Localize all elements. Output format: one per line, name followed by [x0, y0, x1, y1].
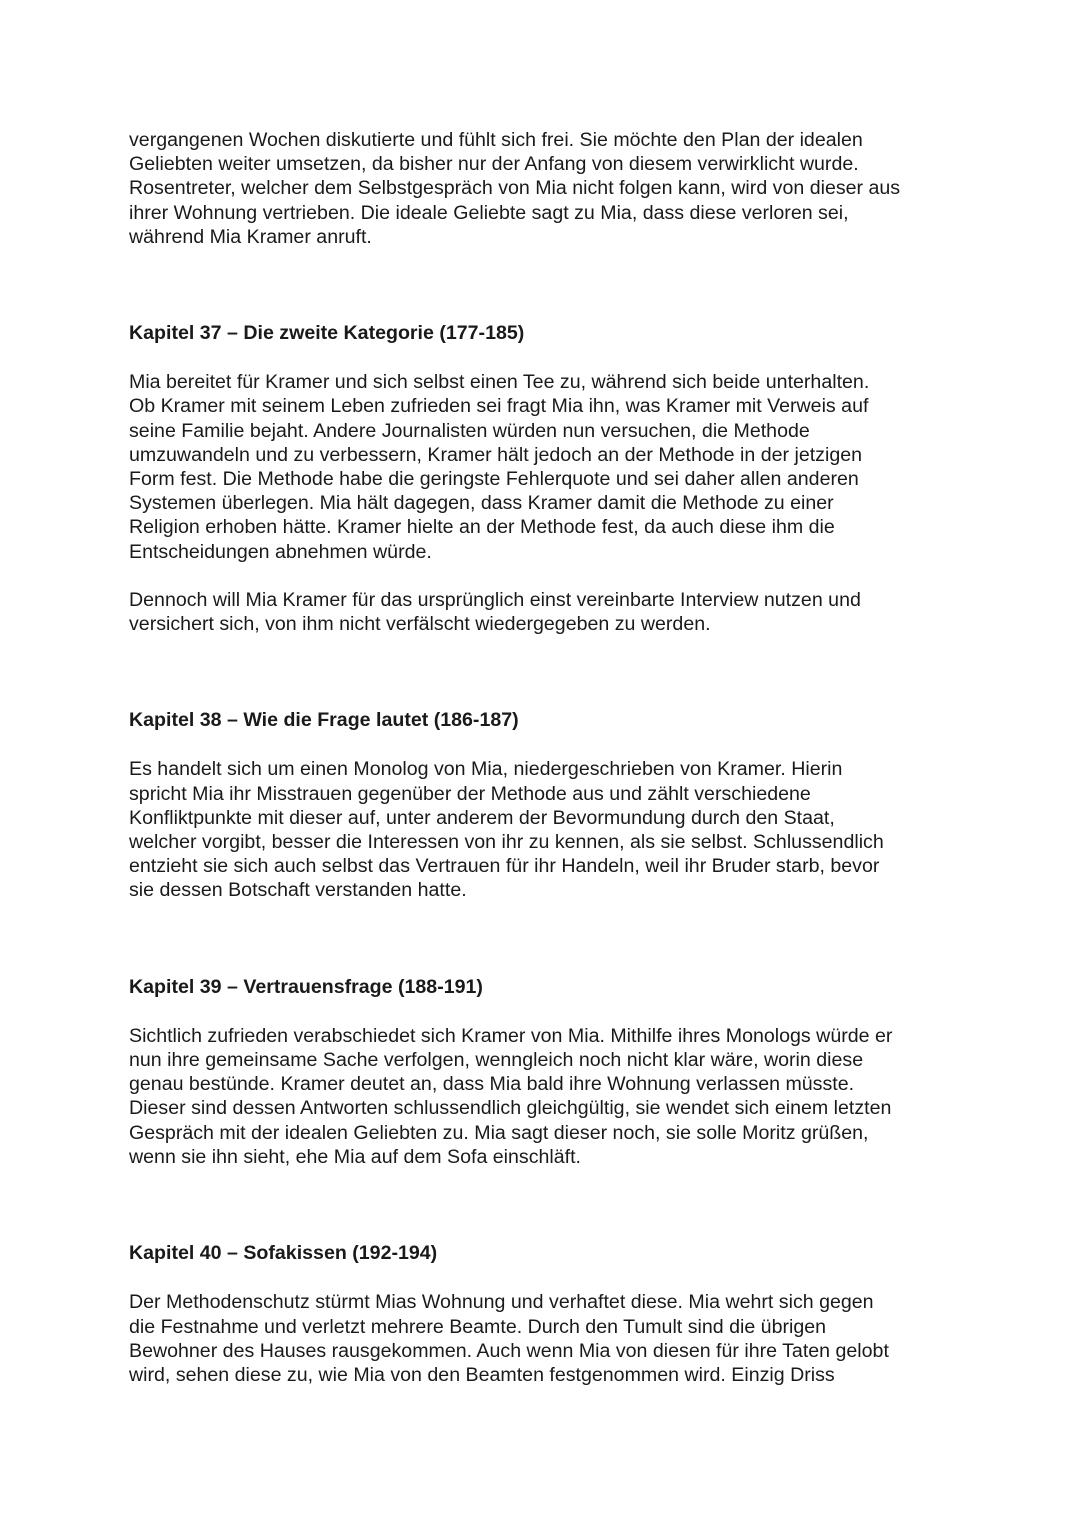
intro-paragraph: vergangenen Wochen diskutierte und fühlt sich frei. Sie möchte den Plan der idealen Geliebten weiter umsetzen, da bisher nur der Anfang von diesem verwirklicht wurde. Rosentreter, welcher dem Selbstgespräch von Mia nicht folgen kann, wird von dieser aus ihrer Wohnung vertrieben. Die ideale Geliebte sagt zu Mia, dass diese verloren sei, während Mia Kramer anruft.: [129, 129, 901, 248]
chapter-40-paragraph: Der Methodenschutz stürmt Mias Wohnung und verhaftet diese. Mia wehrt sich gegen die Festnahme und verletzt mehrere Beamte. Durch den Tumult sind die übrigen Bewohner des Hauses rausgekommen. Auch wenn Mia von diesen für ihre Taten gelobt wird, sehen diese zu, wie Mia von den Beamten festgenommen wird. Einzig Driss: [129, 1291, 889, 1386]
chapter-39-heading: Kapitel 39 – Vertrauensfrage (188-191): [129, 975, 483, 998]
chapter-39-paragraph: Sichtlich zufrieden verabschiedet sich Kramer von Mia. Mithilfe ihres Monologs würde er nun ihre gemeinsame Sache verfolgen, wenngleich noch nicht klar wäre, worin diese genau bestünde. Kramer deutet an, dass Mia bald ihre Wohnung verlassen müsste. Dieser sind dessen Antworten schlussendlich gleichgültig, sie wendet sich einem letzten Gespräch mit der idealen Geliebten zu. Mia sagt dieser noch, sie solle Moritz grüßen, wenn sie ihn sieht, ehe Mia auf dem Sofa einschläft.: [129, 1024, 893, 1168]
chapter-38-paragraph: Es handelt sich um einen Monolog von Mia, niedergeschrieben von Kramer. Hierin spricht Mia ihr Misstrauen gegenüber der Methode aus und zählt verschiedene Konfliktpunkte mit dieser auf, unter anderem der Bevormundung durch den Staat, welcher vorgibt, besser die Interessen von ihr zu kennen, als sie selbst. Schlussendlich entzieht sie sich auch selbst das Vertrauen für ihr Handeln, weil ihr Bruder starb, bevor sie dessen Botschaft verstanden hatte.: [129, 758, 884, 902]
chapter-38-heading: Kapitel 38 – Wie die Frage lautet (186-187): [129, 709, 519, 732]
chapter-37-paragraph-2: Dennoch will Mia Kramer für das ursprünglich einst vereinbarte Interview nutzen und versichert sich, von ihm nicht verfälscht wiedergegeben zu werden.: [129, 588, 861, 636]
document-page: [129, 128, 979, 1387]
chapter-37-paragraph-1: Mia bereitet für Kramer und sich selbst einen Tee zu, während sich beide unterhalten. Ob Kramer mit seinem Leben zufrieden sei fragt Mia ihn, was Kramer mit Verweis auf seine Familie bejaht. Andere Journalisten würden nun versuchen, die Methode umzuwandeln und zu verbessern, Kramer hält jedoch an der Methode in der jetzigen Form fest. Die Methode habe die geringste Fehlerquote und sei daher allen anderen Systemen überlegen. Mia hält dagegen, dass Kramer damit die Methode zu einer Religion erhoben hätte. Kramer hielte an der Methode fest, da auch diese ihm die Entscheidungen abnehmen würde.: [129, 371, 870, 563]
chapter-37-heading: Kapitel 37 – Die zweite Kategorie (177-185): [129, 322, 525, 345]
chapter-40-heading: Kapitel 40 – Sofakissen (192-194): [129, 1242, 438, 1265]
